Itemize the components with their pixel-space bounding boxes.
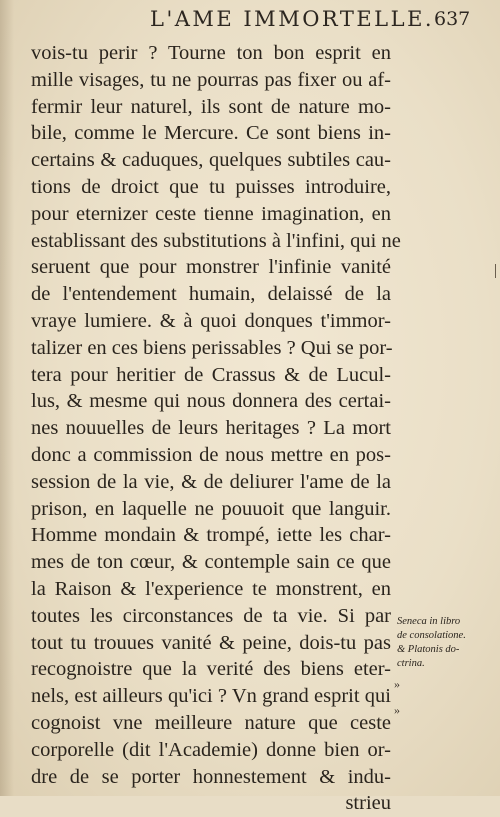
- text-line: tera pour heritier de Crassus & de Lucul-: [31, 363, 391, 386]
- gutter-shadow: [0, 0, 14, 796]
- margin-note-line: & Platonis do-: [397, 644, 460, 655]
- ink-mark: [495, 264, 496, 278]
- margin-note: [397, 615, 497, 671]
- text-line: corporelle (dit l'Academie) donne bien or-: [31, 738, 391, 761]
- text-line: toutes les circonstances de ta vie. Si par: [31, 604, 391, 627]
- text-line: tions de droict que tu puisses introduire,: [31, 175, 391, 198]
- text-line: seruent que pour monstrer l'infinie vanité: [31, 256, 391, 279]
- text-line: mes de ton cœur, & contemple sain ce que: [31, 551, 391, 574]
- text-line: vraye lumiere. & à quoi donques t'immor-: [31, 309, 391, 332]
- text-line: Homme mondain & trompé, iette les char-: [31, 524, 391, 547]
- quote-mark: »: [394, 677, 400, 691]
- margin-note-line: Seneca in libro: [397, 616, 461, 627]
- text-line: pour eternizer ceste tienne imagination, en: [31, 202, 391, 225]
- text-line: donc a commission de nous mettre en pos-: [31, 443, 391, 466]
- text-line: cognoist vne meilleure nature que ceste: [31, 711, 391, 734]
- text-line: certains & caduques, quelques subtiles cau-: [31, 149, 391, 172]
- text-line: establissant des substitutions à l'infini, qui ne: [31, 229, 401, 252]
- text-line: la Raison & l'experience te monstrent, en: [31, 577, 391, 600]
- text-line: talizer en ces biens perissables ? Qui se por-: [31, 336, 393, 359]
- quote-mark: »: [394, 703, 400, 717]
- body-text: [31, 40, 401, 817]
- text-line: strieu: [345, 792, 391, 815]
- margin-note-line: ctrina.: [397, 658, 425, 669]
- text-line: nels, est ailleurs qu'ici ? Vn grand esprit qui: [31, 685, 391, 708]
- text-line: de l'entendement humain, delaissé de la: [31, 283, 391, 306]
- text-line: fermir leur naturel, ils sont de nature mo-: [31, 95, 391, 118]
- margin-note-line: de consolatione.: [397, 630, 466, 641]
- text-line: tout tu trouues vanité & peine, dois-tu pas: [31, 631, 391, 654]
- text-line: mille visages, tu ne pourras pas fixer ou af-: [31, 68, 391, 91]
- text-line: dre de se porter honnestement & indu-: [31, 765, 391, 788]
- page-header: [0, 0, 500, 40]
- text-line: prison, en laquelle ne pouuoit que languir.: [31, 497, 391, 520]
- running-head: L'AME IMMORTELLE.: [150, 7, 435, 31]
- text-line: nes nouuelles de leurs heritages ? La mort: [31, 417, 391, 440]
- page-number: 637: [434, 8, 471, 30]
- text-line: bile, comme le Mercure. Ce sont biens in-: [31, 122, 391, 145]
- text-line: vois-tu perir ? Tourne ton bon esprit en: [31, 42, 391, 64]
- text-line: recognoistre que la verité des biens eter-: [31, 658, 391, 681]
- text-line: session de la vie, & de deliurer l'ame de la: [31, 470, 391, 493]
- text-line: lus, & mesme qui nous donnera des certai-: [31, 390, 391, 413]
